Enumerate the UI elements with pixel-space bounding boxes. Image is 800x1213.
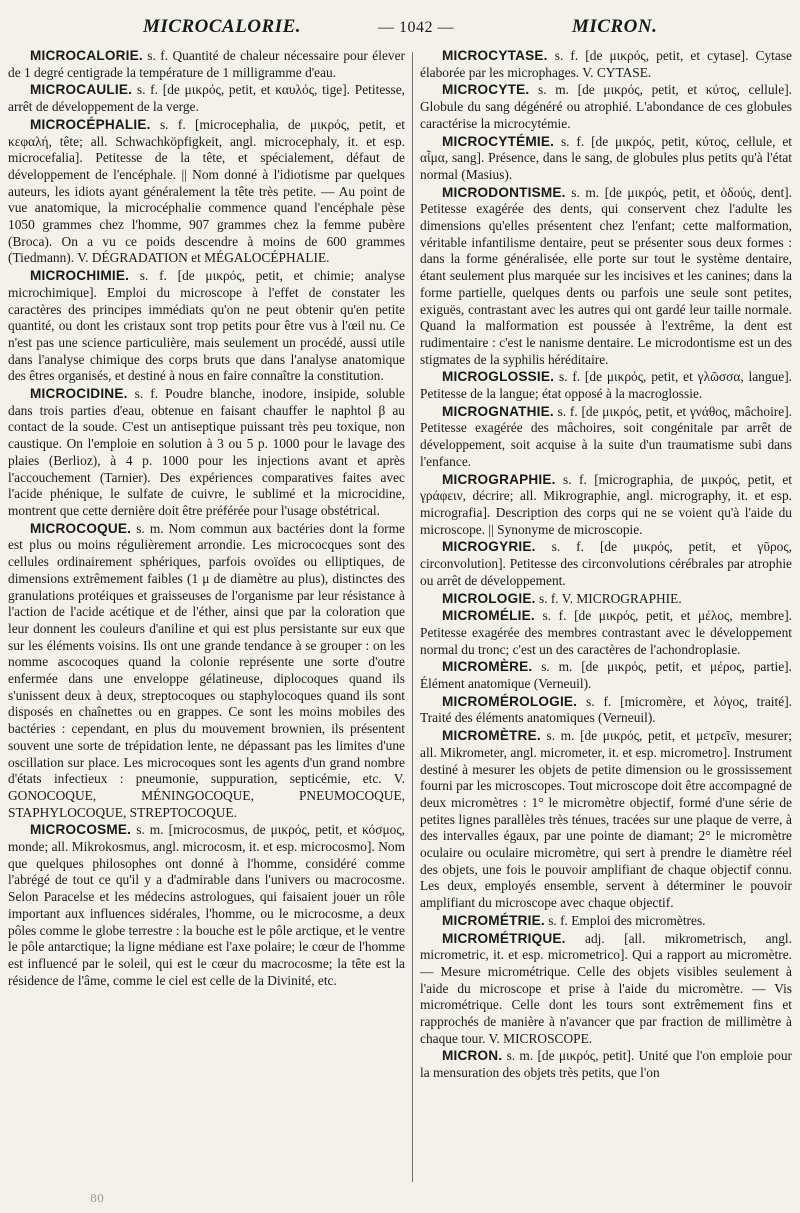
dictionary-entry [420, 134, 792, 184]
dictionary-entry [8, 822, 405, 989]
header-left-word: MICROCALORIE. [143, 16, 302, 37]
entry-definition: s. f. [de μικρός, petit, et γλῶσσα, langue]. Petitesse de la langue; état opposé à la macroglossie. [420, 369, 792, 402]
dictionary-entry [420, 728, 792, 912]
entry-definition: s. f. [micrographia, de μικρός, petit, et γράφειν, décrire; all. Mikrographie, angl. micrography, it. et esp. micrografia]. Description des corps qui ne se voient qu'à l'aide du microscope. || Synonyme de microscopie. [420, 471, 792, 537]
dictionary-entry [8, 117, 405, 267]
entry-headword: MICROCALORIE. [30, 48, 143, 63]
dictionary-entry [420, 404, 792, 471]
dictionary-entry [420, 48, 792, 81]
entry-headword: MICROLOGIE. [442, 590, 536, 606]
entry-headword: MICRODONTISME. [442, 184, 566, 200]
entry-definition: s. f. Poudre blanche, inodore, insipide, soluble dans trois parties d'eau, obtenue en faisant chauffer le naphtol β au contact de la soude. C'est un antiseptique puissant très peu toxique, non caustique. On l'emploie en solution à 3 ou 5 p. 1000 pour le lavage des plaies (Berlioz), à 4 p. 1000 pour les injections avant et après l'accouchement (Tarnier). Des expériences comparatives faites avec l'acide phénique, le sulfate de cuivre, le sublimé et la microcidine, montrent que cette dernière doit être préférée pour l'usage obstétrical. [8, 386, 405, 518]
entry-definition: s. f. V. MICROGRAPHIE. [535, 590, 682, 606]
entry-definition: s. f. Emploi des micromètres. [544, 912, 706, 928]
entry-definition: s. m. [de μικρός, petit, et μετρεῖν, mesurer; all. Mikrometer, angl. micrometer, it. et esp. micrometro]. Instrument destiné à mesurer les objets de petite dimension ou le grossissement fourni par les microscopes. Tout microscope doit être accompagné de deux micromètres : 1° le micromètre objectif, formé d'une série de petites lignes parallèles très ténues, tracées sur une plaque de verre, à des intervalles égaux, par une pointe de diamant; 2° le micromètre oculaire ou oculaire micromètre, qui sert à prendre le diamètre réel des objets, une fois le pouvoir amplifiant de chaque objectif connu. Les deux, employés ensemble, servent à déterminer le pouvoir amplifiant du microscope avec chaque objectif. [420, 728, 792, 911]
column-divider [412, 52, 413, 1182]
dictionary-entry [420, 659, 792, 692]
entry-headword: MICROMÉTRIQUE. [442, 930, 566, 946]
right-column [420, 48, 792, 1188]
left-column [8, 48, 405, 1188]
dictionary-entry [8, 268, 405, 385]
header-right-word: MICRON. [572, 16, 658, 37]
dictionary-entry [420, 472, 792, 539]
dictionary-entry [8, 82, 405, 115]
entry-definition: s. f. [microcephalia, de μικρός, petit, et κεφαλή, tête; all. Schwachköpfigkeit, angl. microcephaly, it. et esp. microcefalia]. Petitesse de la tête, et spécialement, défaut de développement de l'encéphale. || Nom donné à l'idiotisme par quelques auteurs, les idiots ayant généralement la tête très petite. — Au point de vue anatomique, la microcéphalie commence quand l'encéphale pèse 1050 grammes chez l'homme, 907 grammes chez la femme pubère (Broca). On a vu ce poids descendre à moins de 600 grammes (Tiedmann). V. DÉGRADATION et MÉGALOCÉPHALIE. [8, 116, 405, 266]
entry-headword: MICROCIDINE. [30, 386, 128, 402]
entry-headword: MICROGLOSSIE. [442, 369, 555, 385]
entry-headword: MICROGYRIE. [442, 539, 536, 555]
entry-definition: s. f. [de μικρός, petit, et chimie; analyse microchimique]. Emploi du microscope à l'effet de constater les caractères des principes immédiats qu'on ne peut obtenir qu'en petite quantité, ou dont les cristaux sont trop petits pour être vus à l'œil nu. Ce n'est pas une science particulière, mais seulement un procédé, aussi utile dans l'analyse chimique des corps bruts que dans l'analyse anatomique des êtres organisés, et destiné à nous en faire connaître la constitution. [8, 268, 405, 384]
dictionary-entry [420, 185, 792, 369]
entry-definition: s. f. [micromère, et λόγος, traité]. Traité des éléments anatomiques (Verneuil). [420, 693, 792, 726]
entry-headword: MICROCOQUE. [30, 520, 132, 536]
dictionary-entry [420, 694, 792, 727]
page-number: — 1042 — [378, 19, 454, 36]
running-header [0, 10, 800, 40]
dictionary-entry [420, 539, 792, 589]
entry-definition: s. f. [de μικρός, petit, et γῦρος, circonvolution]. Petitesse des circonvolutions cérébrales par atrophie ou arrêt de développement. [420, 539, 792, 588]
entry-definition: s. f. [de μικρός, petit, κύτος, cellule, et αἷμα, sang]. Présence, dans le sang, de globules plus petits qu'à l'état normal (Masius). [420, 133, 792, 182]
entry-definition: s. f. [de μικρός, petit, et μέλος, membre]. Petitesse exagérée des membres contrastant avec le développement normal du tronc; c'est un des caractères de l'achondroplasie. [420, 608, 792, 657]
entry-headword: MICROCÉPHALIE. [30, 116, 151, 132]
entry-definition: s. m. [de μικρός, petit, et κύτος, cellule]. Globule du sang dégénéré ou atrophié. L'abondance de ces globules caractérise la microcytémie. [420, 82, 792, 131]
entry-headword: MICROMÈRE. [442, 659, 533, 675]
entry-definition: s. m. Nom commun aux bactéries dont la forme est plus ou moins régulièrement arrondie. Les micrococques sont des cellules ordinairement sphériques, parfois ovoïdes ou elliptiques, de dimensions extrêmement faibles (1 μ de diamètre au plus), distinctes des granulations protéiques et graisseuses de l'organisme par leur résistance à l'action de l'acide acétique et de l'éther, ainsi que par la coloration que leur donnent les couleurs d'aniline et qui est plus persistante sur eux que sur les éléments voisins. Ils ont une grande tendance à se grouper : on les nomme ascocoques quand la colonie représente une sorte d'outre enfermée dans une enveloppe gélatineuse, diplocoques quand ils s'unissent deux à deux, streptocoques ou staphylocoques quand ils sont disposés en chaînettes ou en grappes. Ce sont les moins mobiles des bactéries : cependant, en plus du mouvement brownien, ils présentent souvent une sorte de trépidation lente, ne dépassant pas les limites d'une oscillation sur place. Les microcoques sont les agents d'un grand nombre d'états infectieux : pneumonie, suppuration, septicémie, etc. V. GONOCOQUE, MÉNINGOCOQUE, PNEUMOCOQUE, STAPHYLOCOQUE, STREPTOCOQUE. [8, 520, 405, 820]
dictionary-entry [420, 82, 792, 132]
entry-headword: MICROMÉLIE. [442, 608, 535, 624]
entry-headword: MICROGRAPHIE. [442, 471, 556, 487]
entry-headword: MICROCHIMIE. [30, 268, 130, 284]
entry-definition: s. f. [de μικρός, petit, et γνάθος, mâchoire]. Petitesse exagérée des mâchoires, soit congénitale par arrêt de développement, soit acquise à la suite d'un traumatisme subi dans l'enfance. [420, 403, 792, 469]
dictionary-entry [420, 369, 792, 402]
entry-headword: MICROMÈTRE. [442, 728, 541, 744]
entry-headword: MICROMÉROLOGIE. [442, 693, 578, 709]
entry-definition: s. m. [de μικρός, petit, et ὀδούς, dent]. Petitesse exagérée des dents, qui conservent chez l'adulte les dimensions qu'elles présentent chez l'enfant; cette malformation, véritable infantilisme dentaire, peut se présenter sous deux formes : dans la forme généralisée, elle porte sur tout le système dentaire, étant seulement plus marquée sur les incisives et les canines; dans la forme partielle, quelques dents ou parfois une seule sont petites, exiguës, contrastant avec les autres qui ont gardé leur taille normale. Quand la malformation est poussée à l'extrême, la dent est rudimentaire : c'est le nanisme dentaire. Le microdontisme est un des stigmates de la syphilis héréditaire. [420, 184, 792, 367]
entry-definition: s. m. [de μικρός, petit, et μέρος, partie]. Élément anatomique (Verneuil). [420, 659, 792, 692]
dictionary-entry [420, 931, 792, 1048]
dictionary-entry [420, 913, 792, 930]
dictionary-entry [420, 1048, 792, 1081]
entry-definition: adj. [all. mikrometrisch, angl. micrometric, it. et esp. micrometrico]. Qui a rapport au micromètre. — Mesure micrométrique. Celle des objets visibles seulement à l'aide du microscope et prise à l'aide du micromètre. — Vis micrométrique. Celle dont les tours sont extrêmement fins et rapprochés de manière à n'avancer que par fraction de millimètre à chaque tour. V. MICROSCOPE. [420, 930, 792, 1046]
dictionary-entry [420, 608, 792, 658]
entry-headword: MICRON. [442, 1048, 503, 1064]
entry-headword: MICROMÉTRIE. [442, 912, 545, 928]
entry-definition: s. m. [microcosmus, de μικρός, petit, et κόσμος, monde; all. Mikrokosmus, angl. microcosm, it. et esp. microcosmo]. Nom que quelques philosophes ont donné à l'homme, considéré comme l'abrégé de tout ce qu'il y a d'admirable dans l'univers ou macrocosme. Selon Paracelse et les médecins astrologues, qui faisaient jouer un rôle important aux influences sidérales, l'homme, ou le microcosme, a deux pôles comme le globe terrestre : la bouche est le pôle arctique, et le ventre le pôle antarctique; la ligne médiane est l'axe polaire; le cœur de l'homme est influencé par le soleil, qui est le cœur du macrocosme; la tête est la résidence de l'âme, comme le ciel est celle de la Divinité, etc. [8, 822, 405, 988]
dictionary-entry [8, 521, 405, 822]
dictionary-entry [8, 48, 405, 81]
entry-definition: s. f. [de μικρός, petit, et καυλός, tige]. Petitesse, arrêt de développement de la verge. [8, 82, 405, 115]
entry-headword: MICROCAULIE. [30, 82, 133, 98]
entry-headword: MICROCYTE. [442, 82, 530, 98]
entry-headword: MICROCYTASE. [442, 48, 548, 63]
entry-definition: s. m. [de μικρός, petit]. Unité que l'on emploie pour la mensuration des objets très petits, que l'on [420, 1048, 792, 1081]
entry-definition: s. f. [de μικρός, petit, et cytase]. Cytase élaborée par les microphages. V. CYTASE. [420, 48, 792, 80]
dictionary-entry [420, 591, 792, 608]
entry-headword: MICROGNATHIE. [442, 403, 554, 419]
entry-definition: s. f. Quantité de chaleur nécessaire pour élever de 1 degré centigrade la température de 1 milligramme d'eau. [8, 48, 405, 80]
folio-mark: 80 [90, 1192, 104, 1205]
entry-headword: MICROCYTÉMIE. [442, 133, 555, 149]
dictionary-entry [8, 386, 405, 520]
entry-headword: MICROCOSME. [30, 822, 132, 838]
